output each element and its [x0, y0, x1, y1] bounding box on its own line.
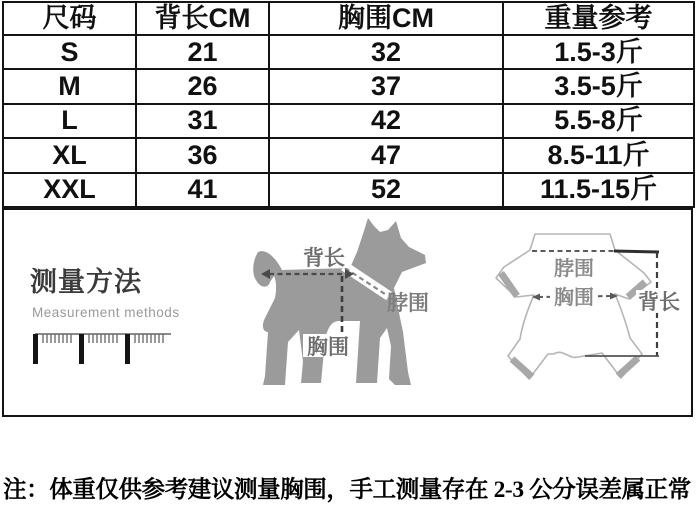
measurement-subtitle: Measurement methods	[32, 305, 180, 320]
table-row	[3, 104, 694, 138]
table-row	[3, 35, 694, 69]
ruler-icon	[31, 332, 179, 366]
cell-weight: 3.5-5斤	[503, 69, 694, 103]
footnote-text: 注：体重仅供参考建议测量胸围，手工测量存在 2-3 公分误差属正常	[3, 477, 691, 503]
header-chest: 胸围CM	[269, 2, 503, 35]
cell-size: XXL	[3, 173, 136, 207]
size-chart-table	[2, 1, 695, 208]
measurement-title: 测量方法	[30, 267, 142, 297]
cell-chest: 32	[269, 35, 503, 69]
cell-back: 26	[136, 69, 269, 103]
table-row	[3, 138, 694, 172]
table-row	[3, 173, 694, 207]
cell-size: M	[3, 69, 136, 103]
table-header-row	[3, 2, 694, 35]
cell-weight: 1.5-3斤	[503, 35, 694, 69]
dog-back-label: 背长	[303, 247, 345, 270]
garment-chest-label: 胸围	[554, 287, 594, 309]
cell-size: XL	[3, 138, 136, 172]
cell-back: 41	[136, 173, 269, 207]
cell-weight: 5.5-8斤	[503, 104, 694, 138]
dog-chest-label: 胸围	[307, 336, 349, 359]
cell-size: S	[3, 35, 136, 69]
cell-back: 36	[136, 138, 269, 172]
cell-back: 21	[136, 35, 269, 69]
garment-back-label: 背长	[638, 291, 680, 314]
cell-chest: 37	[269, 69, 503, 103]
cell-weight: 8.5-11斤	[503, 138, 694, 172]
cell-weight: 11.5-15斤	[503, 173, 694, 207]
header-size: 尺码	[3, 2, 136, 35]
garment-measurement-diagram	[482, 226, 694, 392]
cell-chest: 52	[269, 173, 503, 207]
dog-measurement-diagram	[252, 214, 434, 398]
garment-neck-label: 脖围	[554, 258, 594, 280]
dog-neck-label: 脖围	[387, 292, 429, 315]
back-length-top-line	[614, 251, 659, 252]
cell-chest: 47	[269, 138, 503, 172]
cell-back: 31	[136, 104, 269, 138]
measurement-guide-panel	[2, 208, 693, 417]
header-back: 背长CM	[136, 2, 269, 35]
cell-size: L	[3, 104, 136, 138]
table-row	[3, 69, 694, 103]
cell-chest: 42	[269, 104, 503, 138]
header-weight: 重量参考	[503, 2, 694, 35]
